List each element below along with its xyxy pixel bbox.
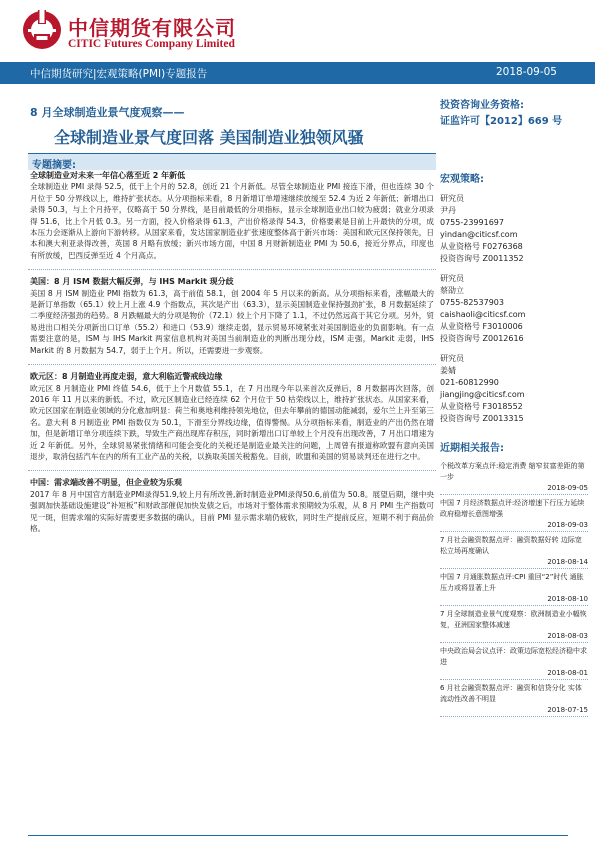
report-date: 2018-08-03: [547, 632, 588, 640]
abstract-label: 专题摘要:: [32, 160, 76, 171]
analyst-role: 研究员: [440, 274, 464, 283]
section-body: 全球制造业 PMI 录得 52.5，低于上个月的 52.8，创近 21 个月新低。尽管全球制造业 PMI 接连下滑，但也连续 30 个月位于 50 分界线以上，维持扩张状态。从分项指标来看，8 月新增订单增速继续放缓至 52.4 为近 2 年新低；新增出口录得 50.3，与上个月持平，仅略高于 50 分界线，是目前最低的分项指标，显示全球制造业出口较为疲弱；就业分项录得 51.6，比上个月低 0.3。另一方面，投入价格录得 61.3，产出价格录得 54.3，价格要素是目前上升最快的分项，成本压力会逐渐从上游向下游转移。从国家来看，发达国家制造业扩张速度整体高于新兴市场：美国和欧元区保持领先，日本和澳大利亚录得改善，英国 8 月略有放缓；新兴市场方面，中国 8 月财新制造业 PMI 为 50.6，接近分界点，印度也有所放缓，巴西反弹至近 4 个月高点。: [30, 182, 434, 260]
section-divider: [28, 470, 436, 471]
analyst-card: [440, 273, 588, 345]
license-line: 证监许可【2012】669 号: [440, 116, 563, 127]
analyst-phone: 0755-82537903: [440, 298, 504, 307]
section-china: [28, 477, 436, 534]
banner-category: 中信期货研究|宏观策略(PMI)专题报告: [30, 68, 208, 80]
section-divider: [28, 269, 436, 270]
sidebar: [440, 170, 588, 717]
footer-divider: [28, 835, 568, 836]
related-report-item[interactable]: [440, 458, 588, 495]
analyst-license: 从业资格号 F0276368: [440, 242, 523, 251]
section-heading: 中国：需求端改善不明显，但企业较为乐观: [30, 478, 182, 488]
analyst-phone: 021-60812990: [440, 378, 499, 387]
analyst-advisory: 投资咨询号 Z0013315: [440, 414, 524, 423]
analyst-license: 从业资格号 F3010006: [440, 322, 523, 331]
report-title-link[interactable]: 7 月全球制造业景气度观察：欧洲制造业小幅恢复，亚洲国家整体减速: [440, 610, 587, 629]
section-us: [28, 276, 436, 356]
related-report-item[interactable]: [440, 643, 588, 680]
main-content: [28, 170, 436, 534]
report-title-link[interactable]: 个税改革方案点评:稳定消费 缩窄贫富差距的第一步: [440, 462, 585, 481]
analyst-role: 研究员: [440, 354, 464, 363]
company-name-en: CITIC Futures Company Limited: [68, 38, 235, 50]
analyst-email[interactable]: yindan@citicsf.com: [440, 230, 518, 239]
analyst-card: [440, 193, 588, 265]
section-body: 欧元区 8 月制造业 PMI 终值 54.6，低于上个月数值 55.1，在 7 月出现今年以来首次反弹后，8 月数据再次回落，创 2016 年 11 月以来的新低。不过，欧元区制造业已经连续 62 个月位于 50 枯荣线以上，维持扩张状态。从国家来看，欧元区国家在制造业领域的分化愈加明显：荷兰和奥地利维持领先地位，但去年攀前的德国动能减弱，爱尔兰上升至第三名。意大利 8 月制造业 PMI 指数仅为 50.1，下滑至分界线边缘，值得警惕。从分项指标来看，制造业的产出仍然在增加，但是新增订单分项连续下跌，导致生产商出现库存积压，同时新增出口订单较上个月没有出现改善，7 月出口增速为近 2 年新低。另外，全球贸易紧张情绪和可能会变化的关税还是制造业最关注的问题，上周曾有报道称欧盟有意向美国退步，取消包括汽车在内的所有工业产品的关税，以换取美国关税豁免。目前，欧盟和美国的贸易谈判还在进行之中。: [30, 383, 434, 461]
section-body: 美国 8 月 ISM 制造业 PMI 指数为 61.3，高于前值 58.1，创 2004 年 5 月以来的新高。从分项指标来看，涨幅最大的是新订单指数（65.1）较上月上涨 4.9 个指数点，其次是产出（63.3），显示美国制造业保持强劲扩张，8 月数据延续了二季度经济强劲的趋势。8 月跌幅最大的分项是物价（72.1）较上个月下降了 1.1，不过仍然远高于其它分项。另外，贸易进出口相关分项新出口订单（55.2）和进口（53.9）继续走弱，显示贸易环境紧张对美国制造业的负面影响。有一点需要注意的是，ISM 与 IHS Markit 两家信息机构对美国当前制造业的判断出现分歧，ISM 走强，Markit 走弱，IHS Markit 的 8 月数据为 54.7，弱于上个月。所以，还需要进一步观察。: [30, 288, 434, 355]
report-title-link[interactable]: 7 月社会融资数据点评：融资数据好转 边际宽松立场再度确认: [440, 536, 582, 555]
report-title: 全球制造业景气度回落 美国制造业独领风骚: [54, 128, 364, 147]
report-title-link[interactable]: 中国 7 月通胀数据点评:CPI 重回“2”时代 通胀压力或将显著上升: [440, 573, 584, 592]
analyst-name: 尹丹: [440, 206, 456, 215]
section-heading: 全球制造业对未来一年信心落至近 2 年新低: [30, 171, 186, 180]
section-global: [28, 170, 436, 261]
abstract-header-bar: [28, 153, 436, 170]
related-report-item[interactable]: [440, 495, 588, 532]
analyst-card: [440, 353, 588, 425]
banner-date: 2018-09-05: [495, 66, 557, 78]
report-date: 2018-08-01: [547, 669, 588, 677]
section-heading: 美国：8 月 ISM 数据大幅反弹，与 IHS Markit 现分歧: [30, 277, 234, 287]
related-report-item[interactable]: [440, 680, 588, 717]
section-eurozone: [28, 371, 436, 462]
section-body: 2017 年 8 月中国官方制造业PMI录得51.9,较上月有所改善,新时制造业PMI录得50.6,前值为 50.8。展望后期，继中央强调加快基础设施建设“补短板”和财政部催促加快发债之后，市场对于整体需求预期较为乐观，从 8 月 PMI 生产指数可见一斑，但需求端的实际好需要更多数据的确认，目前 PMI 显示需求端仍疲软，同时生产提前反应，短期不利于商品价格。: [30, 489, 434, 533]
analyst-email[interactable]: jiangjing@citicsf.com: [440, 390, 525, 399]
report-title-link[interactable]: 中央政治局会议点评：政策边际宽松经济稳中求进: [440, 647, 587, 666]
citic-logo-icon: [22, 10, 62, 50]
report-subtitle: 8 月全球制造业景气度观察——: [30, 106, 185, 119]
report-title-link[interactable]: 6 月社会融资数据点评：融资和信贷分化 实体流动性改善不明显: [440, 684, 582, 703]
analyst-name: 姜婧: [440, 366, 456, 375]
related-report-item[interactable]: [440, 532, 588, 569]
report-title-link[interactable]: 中国 7 月经济数据点评:经济增速下行压力延续 政府稳增长意图增强: [440, 499, 585, 518]
report-date: 2018-09-03: [547, 521, 588, 529]
analyst-phone: 0755-23991697: [440, 218, 504, 227]
section-heading: 欧元区：8 月制造业再度走弱，意大利临近警戒线边缘: [30, 372, 223, 382]
related-report-item[interactable]: [440, 569, 588, 606]
related-report-item[interactable]: [440, 606, 588, 643]
qualification-block: [440, 98, 590, 130]
report-banner: [0, 62, 595, 84]
analyst-role: 研究员: [440, 194, 464, 203]
related-reports-heading: 近期相关报告:: [440, 443, 504, 454]
report-date: 2018-09-05: [547, 484, 588, 492]
analyst-advisory: 投资咨询号 Z0011352: [440, 254, 524, 263]
analyst-name: 蔡劭立: [440, 286, 464, 295]
report-date: 2018-07-15: [547, 706, 588, 714]
analyst-email[interactable]: caishaoli@citicsf.com: [440, 310, 526, 319]
strategy-heading: 宏观策略:: [440, 174, 484, 185]
qualification-line: 投资咨询业务资格:: [440, 100, 524, 111]
company-name-cn: 中信期货有限公司: [68, 16, 236, 40]
analyst-advisory: 投资咨询号 Z0012616: [440, 334, 524, 343]
report-date: 2018-08-14: [547, 558, 588, 566]
report-date: 2018-08-10: [547, 595, 588, 603]
analyst-license: 从业资格号 F3018552: [440, 402, 523, 411]
section-divider: [28, 364, 436, 365]
page-header: [0, 0, 595, 60]
report-titles: [30, 104, 430, 148]
